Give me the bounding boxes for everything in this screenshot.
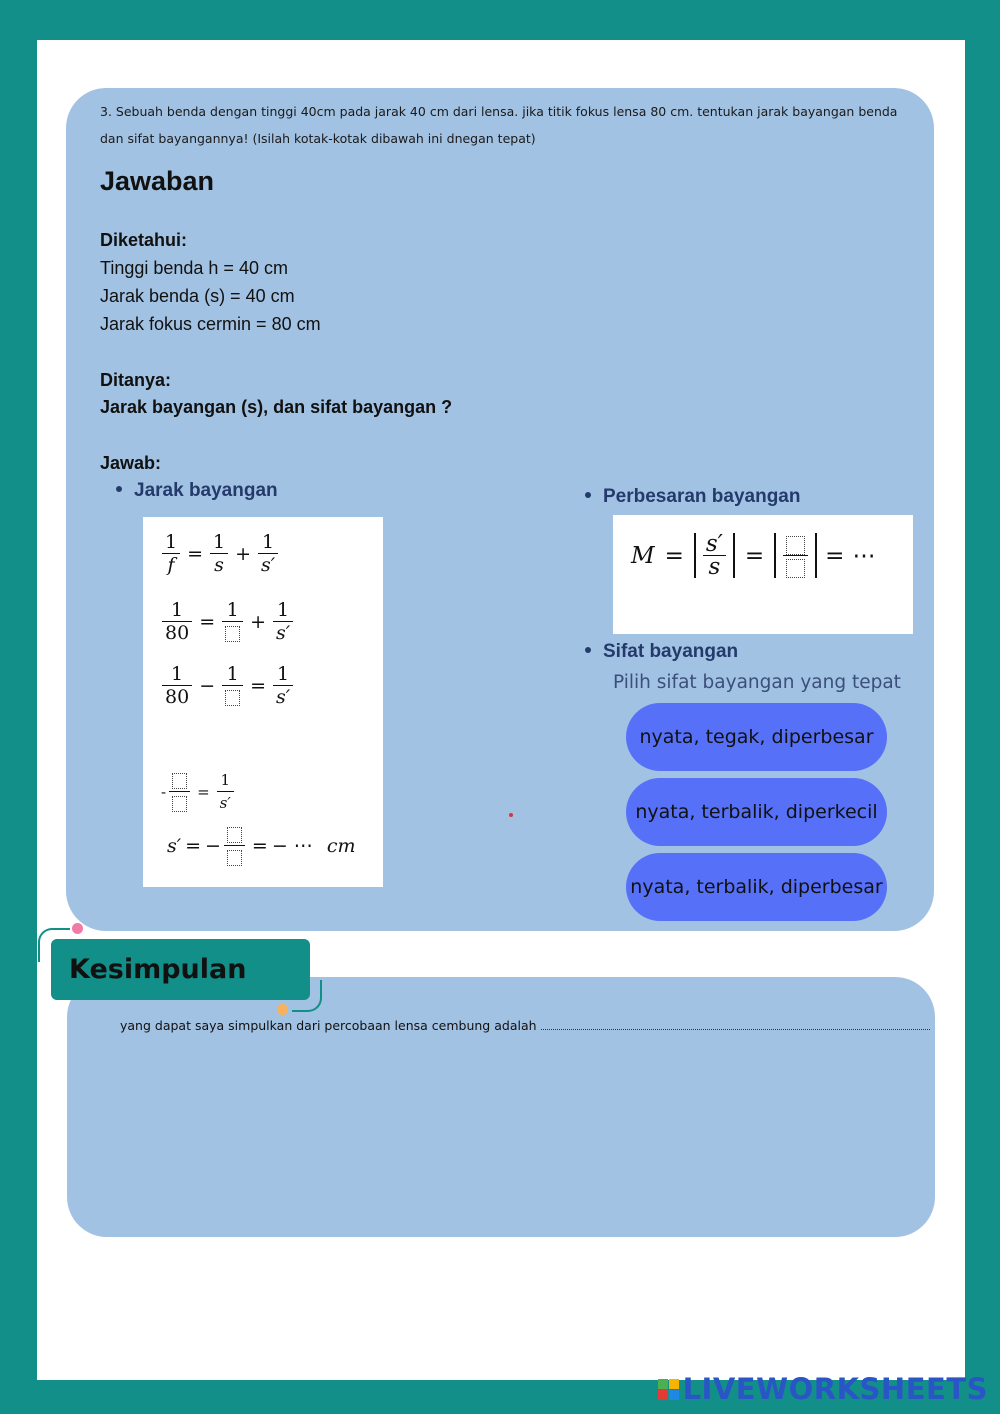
bullet-jarak-label: Jarak bayangan: [134, 480, 278, 501]
orange-dot-decoration: [277, 1004, 288, 1015]
answer-box-denominator[interactable]: [172, 796, 187, 812]
corner-decoration: [292, 980, 322, 1012]
magnification-result: ⋯: [852, 542, 876, 569]
lens-equation-step-3: - = $\frac{1}{s'}$: [161, 769, 237, 814]
answer-box-result-num[interactable]: [227, 827, 242, 843]
magnification-box: [613, 515, 913, 634]
jawab-label: Jawab:: [100, 453, 162, 473]
conclusion-answer-line[interactable]: [541, 1019, 930, 1030]
lens-equation-step-2: $\frac{1}{80}$ − 1 = $\frac{1}{s'}$: [159, 663, 296, 708]
answer-box-m-num[interactable]: [786, 536, 805, 555]
pink-dot-decoration: [72, 923, 83, 934]
conclusion-card: [67, 977, 935, 1237]
choice-nyata-terbalik-diperkecil[interactable]: nyata, terbalik, diperkecil: [626, 778, 887, 846]
bullet-jarak-bayangan: [116, 480, 278, 502]
answer-box-m-den[interactable]: [786, 559, 805, 578]
conclusion-prompt: [120, 1018, 930, 1033]
lens-equation-box: [143, 517, 383, 887]
conclusion-text: yang dapat saya simpulkan dari percobaan lensa cembung adalah: [120, 1018, 537, 1033]
liveworksheets-logo-icon: [658, 1379, 679, 1400]
abs-ratio-boxes: [774, 533, 817, 578]
known-object-distance: Jarak benda (s) = 40 cm: [100, 286, 295, 306]
bullet-sifat-bayangan: [585, 641, 738, 663]
answer-result-value: − ⋯: [271, 834, 313, 857]
known-focal-length: Jarak fokus cermin = 80 cm: [100, 314, 321, 334]
bullet-dot: [585, 647, 591, 653]
liveworksheets-logo[interactable]: [658, 1372, 988, 1406]
diketahui-label: Diketahui:: [100, 230, 188, 250]
bullet-perbesaran-label: Perbesaran bayangan: [603, 486, 801, 507]
image-distance-result: s′ = − = − ⋯ cm: [167, 823, 355, 868]
answer-box-result-den[interactable]: [227, 850, 242, 866]
answer-box-s[interactable]: [225, 626, 240, 642]
lens-formula: $\frac{1}{f}$ = $\frac{1}{s}$ + $\frac{1}{s'}$: [159, 531, 281, 576]
red-dot-mark: [509, 813, 513, 817]
bullet-dot: [116, 486, 122, 492]
bullet-sifat-label: Sifat bayangan: [603, 641, 739, 662]
magnification-formula: M = $\frac{s'}{s}$ = = ⋯: [631, 531, 876, 580]
jawaban-heading: Jawaban: [100, 166, 215, 196]
choice-nyata-tegak-diperbesar[interactable]: nyata, tegak, diperbesar: [626, 703, 887, 771]
known-height: Tinggi benda h = 40 cm: [100, 258, 288, 278]
lens-equation-step-1: $\frac{1}{80}$ = 1 + $\frac{1}{s'}$: [159, 599, 296, 644]
abs-ratio: $\frac{s'}{s}$: [694, 533, 735, 578]
ditanya-text: Jarak bayangan (s), dan sifat bayangan ?: [100, 397, 453, 417]
logo-text: LIVEWORKSHEETS: [682, 1372, 988, 1406]
ditanya-label: Ditanya:: [100, 370, 172, 390]
sifat-instruction: Pilih sifat bayangan yang tepat: [613, 672, 901, 693]
answer-box-s-2[interactable]: [225, 690, 240, 706]
choice-nyata-terbalik-diperbesar[interactable]: nyata, terbalik, diperbesar: [626, 853, 887, 921]
bullet-dot: [585, 492, 591, 498]
kesimpulan-title: Kesimpulan: [51, 939, 310, 1000]
question-text: 3. Sebuah benda dengan tinggi 40cm pada jarak 40 cm dari lensa. jika titik fokus lensa 80 cm. tentukan jarak bayangan benda dan sifat bayangannya! (Isilah kotak-kotak dibawah ini dnegan tepat): [100, 104, 898, 146]
answer-box-numerator[interactable]: [172, 773, 187, 789]
bullet-perbesaran-bayangan: [585, 486, 800, 508]
